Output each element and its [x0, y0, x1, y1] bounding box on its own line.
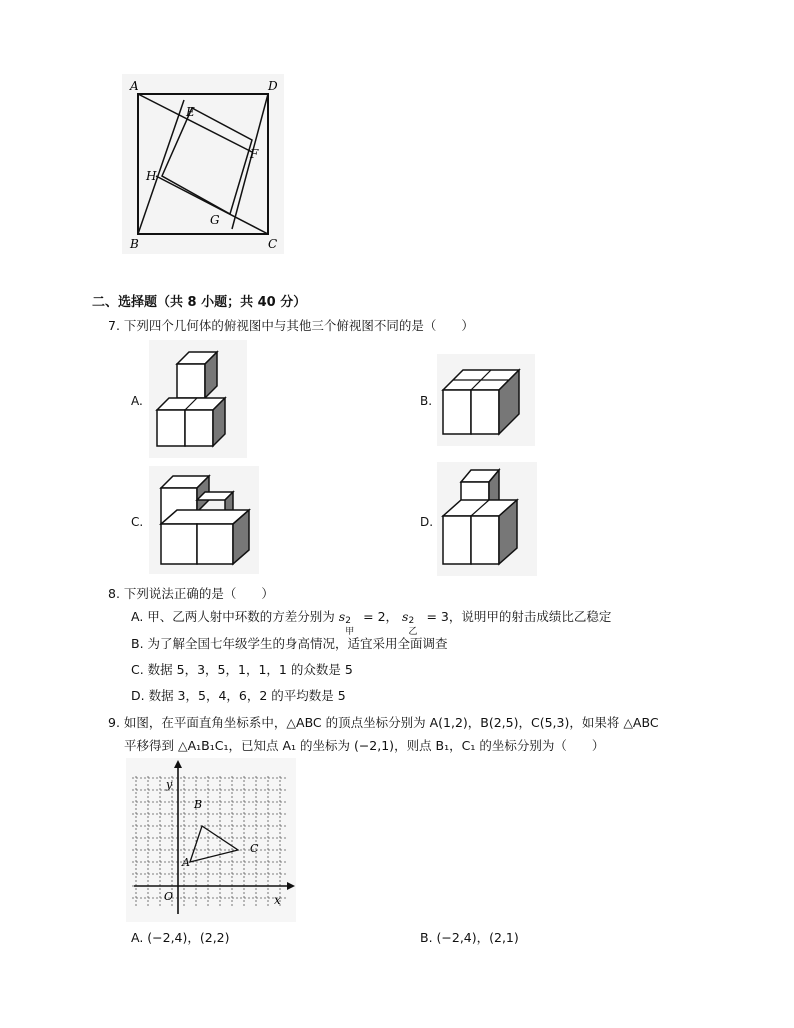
axis-label-x: x [274, 893, 281, 907]
q8-option-d: D. 数据 3，5，4，6，2 的平均数是 5 [131, 688, 346, 703]
q8-option-a-sub1: 甲 [345, 627, 355, 637]
origin-label: O [164, 890, 174, 903]
q8-option-a [131, 609, 612, 637]
q7-option-c-figure [149, 466, 259, 574]
label-B: B [130, 237, 139, 251]
label-C: C [268, 237, 278, 251]
q7-option-c-label: C. [131, 515, 144, 529]
label-D: D [268, 79, 278, 93]
label-A: A [130, 79, 139, 93]
q8-option-a-prefix: A. 甲、乙两人射中环数的方差分别为 [131, 609, 335, 624]
q7-option-b-label: B. [420, 394, 433, 408]
q7-option-d-label: D. [420, 515, 434, 529]
point-label-c: C [250, 842, 259, 855]
label-E: E [186, 105, 195, 119]
q7-stem: 7. 下列四个几何体的俯视图中与其他三个俯视图不同的是（ ） [108, 318, 474, 333]
q8-option-a-sup2: 2 [408, 616, 415, 626]
q7-option-a-figure [149, 340, 247, 458]
point-label-b: B [194, 798, 203, 811]
label-H: H [146, 169, 157, 183]
q8-stem: 8. 下列说法正确的是（ ） [108, 586, 274, 601]
q8-option-a-eq1: = 2， [359, 609, 399, 624]
square-figure [122, 74, 284, 254]
q9-stem-line2: 平移得到 △A₁B₁C₁，已知点 A₁ 的坐标为 (−2,1)，则点 B₁，C₁ 的坐标分别为（ ） [124, 738, 605, 753]
q9-coordinate-graph [126, 758, 296, 922]
q8-option-a-eq2: = 3，说明甲的射击成绩比乙稳定 [422, 609, 612, 624]
q8-option-a-s1: s [338, 609, 346, 624]
q9-option-a: A. (−2,4)，(2,2) [131, 930, 230, 945]
q7-option-d-figure [437, 462, 537, 576]
label-F: F [250, 147, 259, 161]
label-G: G [210, 213, 220, 227]
q8-option-c: C. 数据 5，3，5，1，1，1 的众数是 5 [131, 662, 353, 677]
q9-option-b: B. (−2,4)，(2,1) [420, 930, 519, 945]
q8-option-a-sub2: 乙 [408, 627, 418, 637]
section-title: 二、选择题（共 8 小题；共 40 分） [92, 295, 307, 310]
q9-stem-line1: 9. 如图，在平面直角坐标系中，△ABC 的顶点坐标分别为 A(1,2)，B(2,5)，C(5,3)，如果将 △ABC [108, 715, 659, 730]
axis-label-y: y [166, 778, 173, 791]
q7-option-b-figure [437, 354, 535, 446]
q8-option-b: B. 为了解全国七年级学生的身高情况，适宜采用全面调查 [131, 636, 448, 651]
point-label-a: A [182, 856, 190, 869]
q8-option-a-s2: s [402, 609, 409, 624]
q7-option-a-label: A. [131, 394, 143, 408]
q8-option-a-sup1: 2 [345, 616, 351, 626]
